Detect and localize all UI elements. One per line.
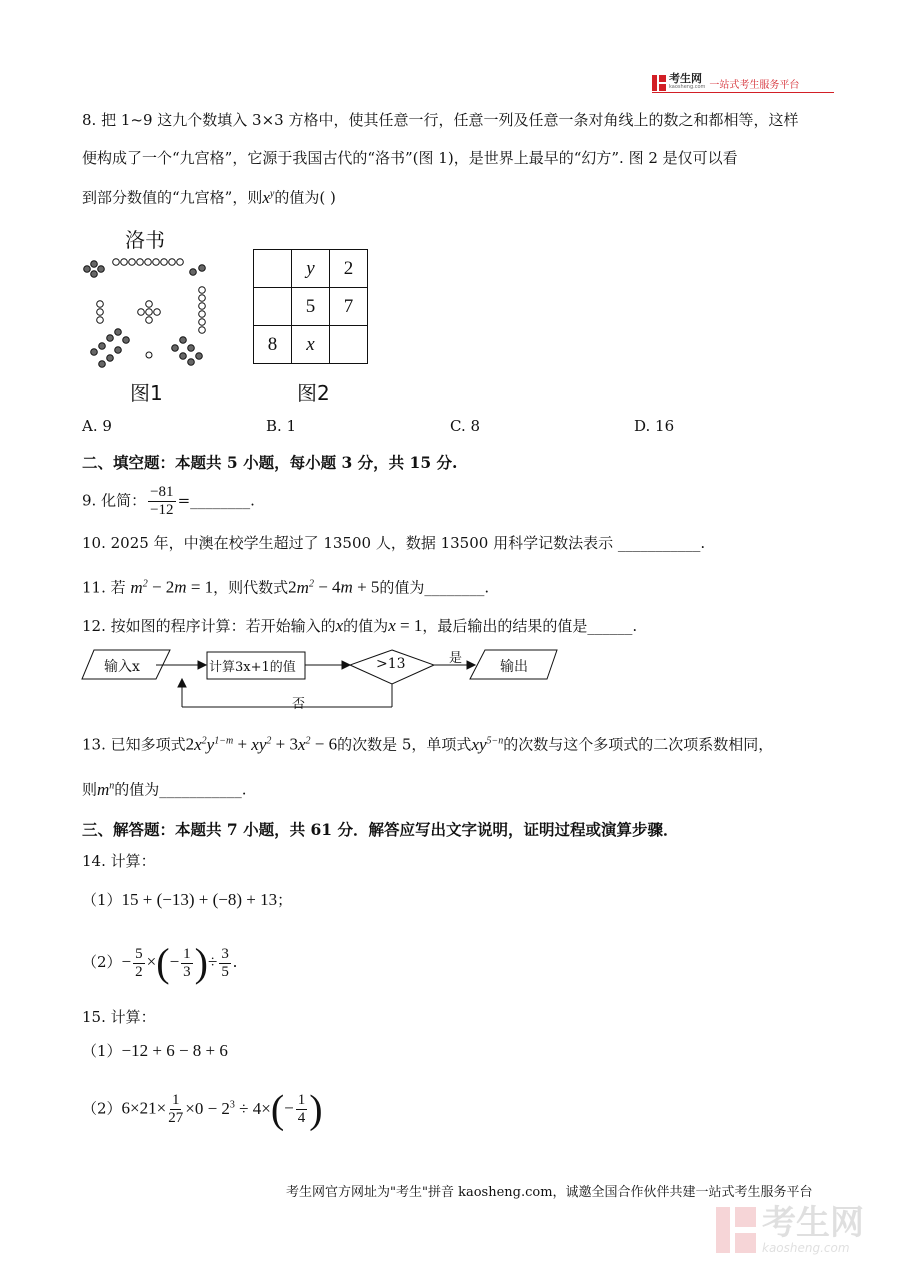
q14-part1: （1）15 + (−13) + (−8) + 13； <box>82 890 293 909</box>
grid-cell <box>330 326 368 364</box>
q13-line2: 则$m^n$的值为___________. <box>82 779 247 799</box>
q14-title: 14. 计算： <box>82 852 156 870</box>
flow-yes: 是 <box>449 651 463 666</box>
logo-sub: kaosheng.com <box>669 84 706 90</box>
grid-cell: 8 <box>254 326 292 364</box>
header-logo <box>652 74 799 92</box>
q8-line3: 到部分数值的“九宫格”，则$x^y$的值为( ) <box>82 187 336 207</box>
header-slogan: 一站式考生服务平台 <box>709 79 800 91</box>
watermark-icon <box>716 1207 756 1253</box>
grid-cell: x <box>292 326 330 364</box>
flow-condition: >13 <box>376 656 406 672</box>
watermark-text: 考生网 <box>762 1203 864 1243</box>
flowchart <box>80 644 560 714</box>
kaosheng-logo-icon <box>652 75 666 91</box>
section-2-heading: 二、填空题：本题共 5 小题，每小题 3 分，共 15 分. <box>82 453 458 472</box>
grid-cell <box>254 288 292 326</box>
q15-part1: （1）−12 + 6 − 8 + 6 <box>82 1041 228 1060</box>
flow-input: 输入x <box>104 659 140 675</box>
q10: 10. 2025 年，中澳在校学生超过了 13500 人，数据 13500 用科学记数法表示 ___________. <box>82 534 706 552</box>
header-rule <box>652 92 834 93</box>
q9-fraction: $\frac{-81}{-12}$ <box>150 484 174 518</box>
grid-cell <box>254 250 292 288</box>
flow-compute: 计算3x+1的值 <box>209 660 296 675</box>
option-c: C. 8 <box>450 417 481 435</box>
option-d: D. 16 <box>634 417 675 435</box>
flow-no: 否 <box>292 697 306 712</box>
grid-cell: y <box>292 250 330 288</box>
q12: 12. 按如图的程序计算：若开始输入的x的值为x = 1，最后输出的结果的值是______. <box>82 616 638 635</box>
q15-part2: （2）6×21× $\frac{1}{27}$ $\times 0 - 2^3 \div 4\times(-$ $\frac{1}{4}$ ) <box>82 1086 323 1132</box>
fig2-caption: 图2 <box>297 381 330 405</box>
luoshu-figure <box>80 252 215 374</box>
magic-square-grid <box>253 249 368 364</box>
option-a: A. 9 <box>82 417 112 435</box>
logo-text: 考生网 <box>669 72 702 85</box>
q13-line1: 13. 已知多项式$2x^2y^{1-m} + xy^2 + 3x^2 - 6$的次数是 5，单项式$xy^{5-n}$的次数与这个多项式的二次项系数相同， <box>82 734 774 754</box>
q8-line2: 便构成了一个“九宫格”，它源于我国古代的“洛书”(图 1)，是世界上最早的“幻方”. 图 2 是仅可以看 <box>82 149 738 167</box>
grid-cell: 7 <box>330 288 368 326</box>
q9: 9. 化简： $\frac{-81}{-12}$ =________. <box>82 484 255 518</box>
grid-cell: 5 <box>292 288 330 326</box>
section-3-heading: 三、解答题：本题共 7 小题，共 61 分．解答应写出文字说明，证明过程或演算步骤． <box>82 820 679 839</box>
watermark-logo <box>716 1205 864 1255</box>
q11: 11. 若 $m^2 - 2m = 1$，则代数式$2m^2 - 4m + 5$的值为________. <box>82 577 490 597</box>
q15-title: 15. 计算： <box>82 1008 156 1026</box>
option-b: B. 1 <box>266 417 297 435</box>
flow-output: 输出 <box>500 659 528 675</box>
watermark-sub: kaosheng.com <box>762 1241 850 1255</box>
q8-line1: 8. 把 1~9 这九个数填入 3×3 方格中，使其任意一行，任意一列及任意一条对角线上的数之和都相等，这样 <box>82 111 799 129</box>
q14-part2: （2）− $\frac{5}{2}$ ×(− $\frac{1}{3}$ )÷ $\frac{3}{5}$ . <box>82 940 238 985</box>
fig1-title: 洛书 <box>125 228 165 252</box>
footer-text: 考生网官方网址为"考生"拼音 kaosheng.com，诚邀全国合作伙伴共建一站式考生服务平台 <box>286 1185 813 1200</box>
fig1-caption: 图1 <box>130 381 163 405</box>
grid-cell: 2 <box>330 250 368 288</box>
